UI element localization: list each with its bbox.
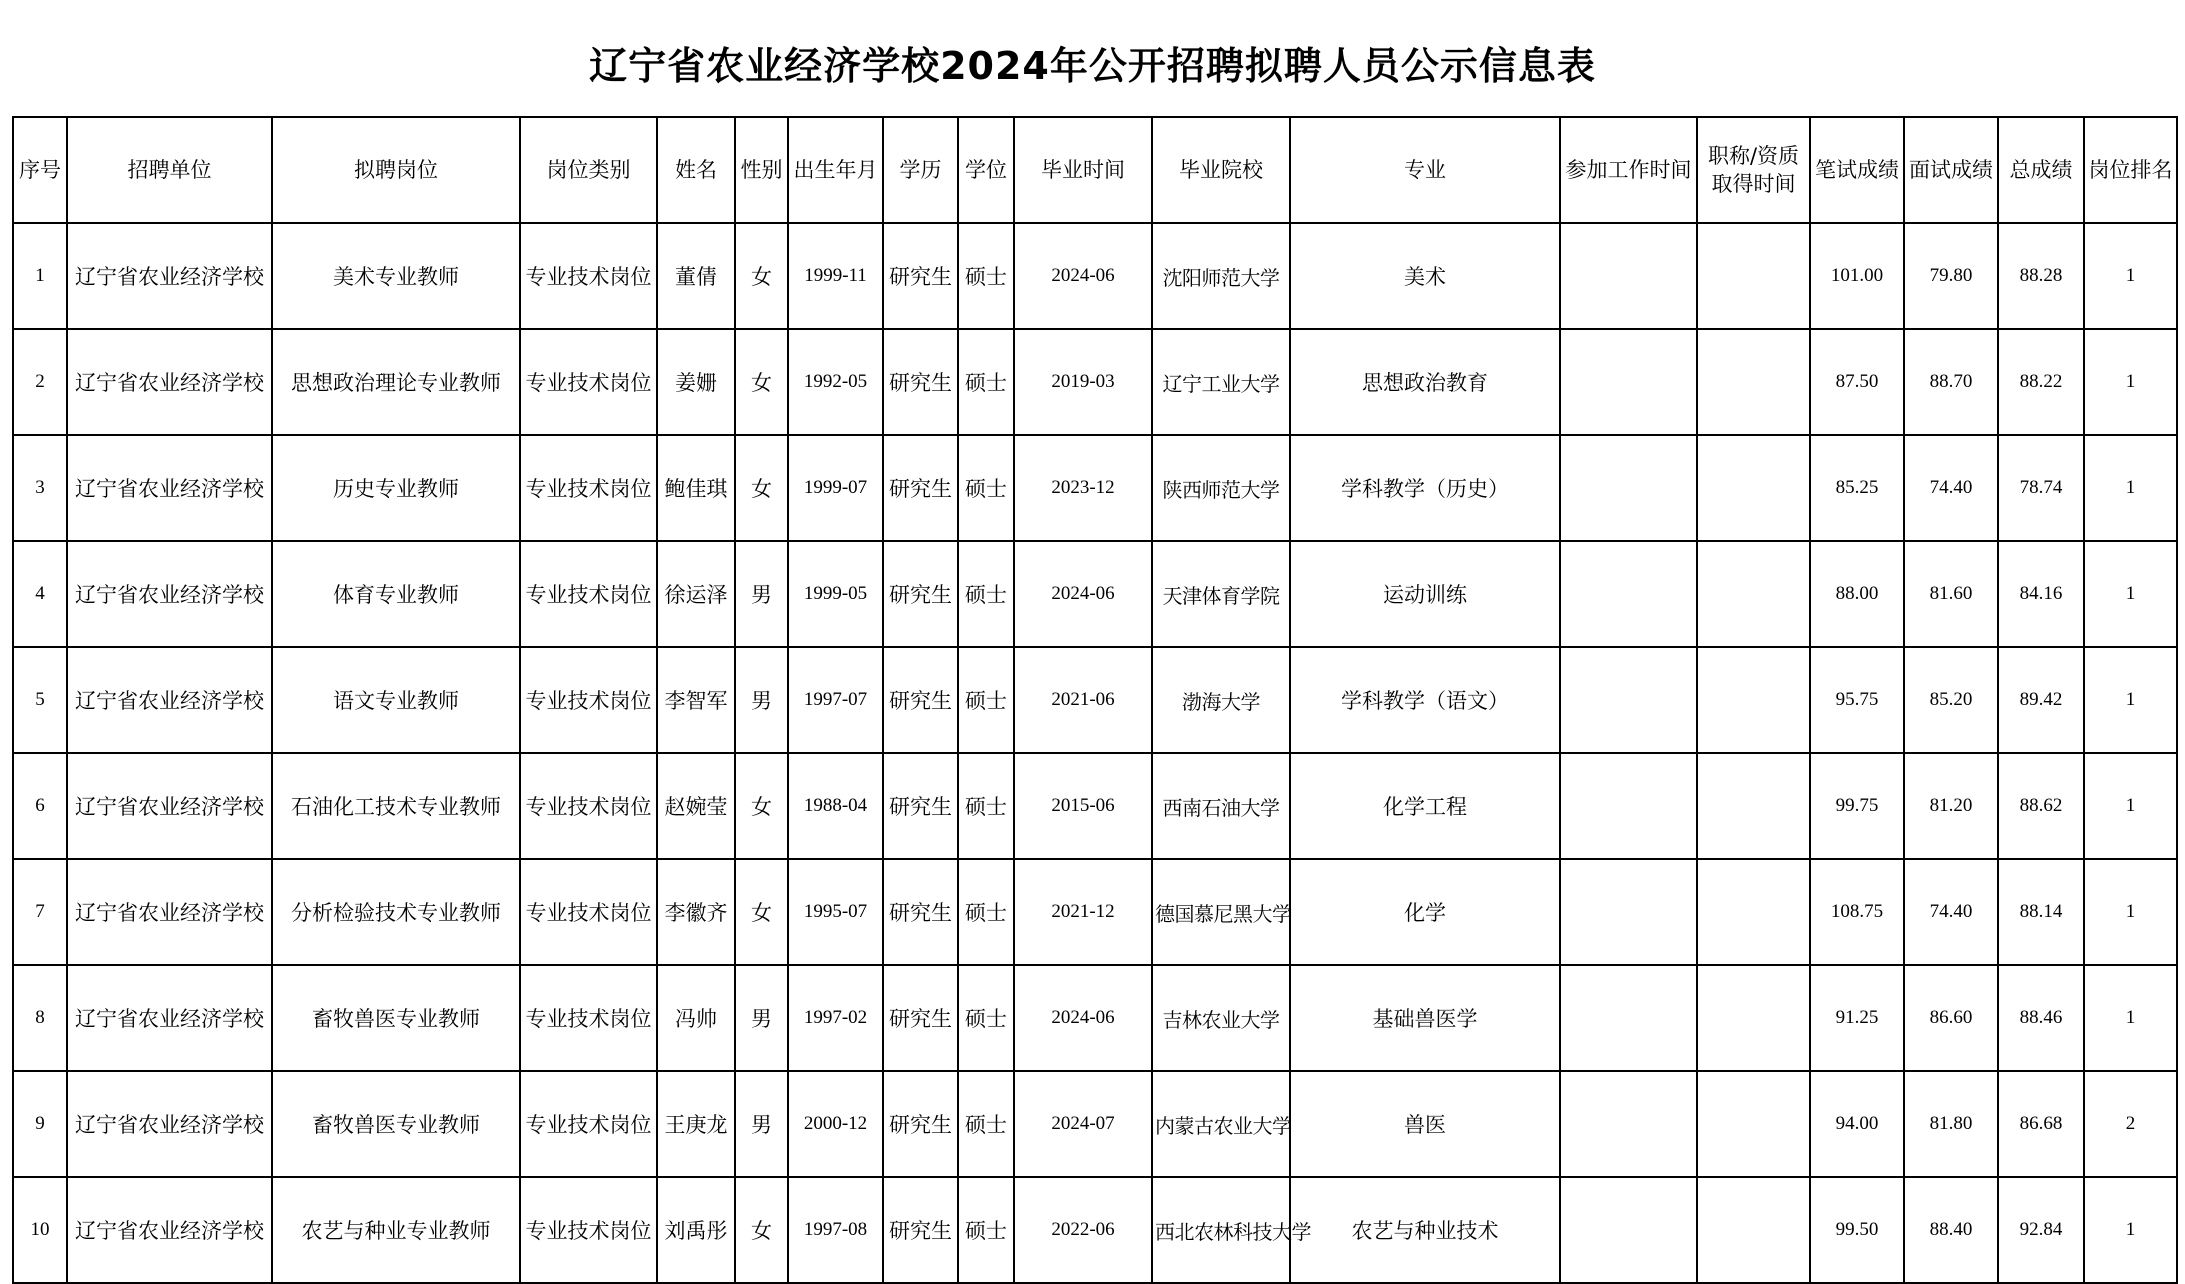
header-position: 拟聘岗位 bbox=[272, 117, 520, 223]
cell-work-start bbox=[1560, 859, 1697, 965]
cell-education: 研究生 bbox=[883, 435, 958, 541]
cell-category: 专业技术岗位 bbox=[520, 223, 657, 329]
cell-school: 吉林农业大学 bbox=[1152, 965, 1290, 1071]
cell-birth: 1992-05 bbox=[788, 329, 883, 435]
page-title: 辽宁省农业经济学校2024年公开招聘拟聘人员公示信息表 bbox=[589, 44, 1596, 88]
cell-written: 87.50 bbox=[1810, 329, 1904, 435]
header-unit: 招聘单位 bbox=[67, 117, 272, 223]
cell-seq: 10 bbox=[13, 1177, 67, 1283]
cell-total: 78.74 bbox=[1998, 435, 2084, 541]
cell-category: 专业技术岗位 bbox=[520, 965, 657, 1071]
cell-education: 研究生 bbox=[883, 223, 958, 329]
cell-written: 95.75 bbox=[1810, 647, 1904, 753]
cell-education: 研究生 bbox=[883, 1177, 958, 1283]
cell-title-time bbox=[1697, 753, 1810, 859]
cell-interview: 81.20 bbox=[1904, 753, 1998, 859]
cell-school: 陕西师范大学 bbox=[1152, 435, 1290, 541]
cell-birth: 1997-07 bbox=[788, 647, 883, 753]
cell-interview: 85.20 bbox=[1904, 647, 1998, 753]
cell-total: 89.42 bbox=[1998, 647, 2084, 753]
cell-category: 专业技术岗位 bbox=[520, 1071, 657, 1177]
cell-birth: 1999-05 bbox=[788, 541, 883, 647]
cell-degree: 硕士 bbox=[958, 753, 1014, 859]
header-title-time: 职称/资质取得时间 bbox=[1697, 117, 1810, 223]
cell-rank: 1 bbox=[2084, 1177, 2177, 1283]
cell-gender: 女 bbox=[735, 329, 788, 435]
cell-work-start bbox=[1560, 1071, 1697, 1177]
cell-education: 研究生 bbox=[883, 859, 958, 965]
cell-school: 辽宁工业大学 bbox=[1152, 329, 1290, 435]
cell-category: 专业技术岗位 bbox=[520, 329, 657, 435]
cell-degree: 硕士 bbox=[958, 541, 1014, 647]
cell-position: 美术专业教师 bbox=[272, 223, 520, 329]
cell-major: 学科教学（历史） bbox=[1290, 435, 1560, 541]
cell-birth: 1995-07 bbox=[788, 859, 883, 965]
cell-written: 99.75 bbox=[1810, 753, 1904, 859]
cell-work-start bbox=[1560, 1177, 1697, 1283]
cell-name: 冯帅 bbox=[657, 965, 735, 1071]
cell-written: 91.25 bbox=[1810, 965, 1904, 1071]
cell-seq: 4 bbox=[13, 541, 67, 647]
table-row bbox=[13, 859, 2177, 965]
cell-major: 运动训练 bbox=[1290, 541, 1560, 647]
header-major: 专业 bbox=[1290, 117, 1560, 223]
cell-degree: 硕士 bbox=[958, 223, 1014, 329]
cell-interview: 86.60 bbox=[1904, 965, 1998, 1071]
cell-name: 李徽齐 bbox=[657, 859, 735, 965]
cell-total: 88.14 bbox=[1998, 859, 2084, 965]
cell-grad-time: 2021-12 bbox=[1014, 859, 1152, 965]
cell-title-time bbox=[1697, 223, 1810, 329]
cell-unit: 辽宁省农业经济学校 bbox=[67, 223, 272, 329]
table-row bbox=[13, 435, 2177, 541]
cell-written: 94.00 bbox=[1810, 1071, 1904, 1177]
cell-rank: 2 bbox=[2084, 1071, 2177, 1177]
cell-interview: 88.40 bbox=[1904, 1177, 1998, 1283]
cell-degree: 硕士 bbox=[958, 329, 1014, 435]
cell-birth: 1999-07 bbox=[788, 435, 883, 541]
cell-position: 畜牧兽医专业教师 bbox=[272, 965, 520, 1071]
cell-school: 西南石油大学 bbox=[1152, 753, 1290, 859]
cell-rank: 1 bbox=[2084, 965, 2177, 1071]
cell-gender: 男 bbox=[735, 965, 788, 1071]
cell-title-time bbox=[1697, 965, 1810, 1071]
cell-category: 专业技术岗位 bbox=[520, 435, 657, 541]
cell-school: 德国慕尼黑大学 bbox=[1152, 859, 1290, 965]
cell-rank: 1 bbox=[2084, 435, 2177, 541]
cell-unit: 辽宁省农业经济学校 bbox=[67, 965, 272, 1071]
cell-education: 研究生 bbox=[883, 753, 958, 859]
cell-total: 88.28 bbox=[1998, 223, 2084, 329]
cell-seq: 1 bbox=[13, 223, 67, 329]
cell-seq: 6 bbox=[13, 753, 67, 859]
header-total: 总成绩 bbox=[1998, 117, 2084, 223]
cell-major: 美术 bbox=[1290, 223, 1560, 329]
recruitment-table bbox=[12, 116, 2178, 1284]
table-row bbox=[13, 329, 2177, 435]
cell-seq: 3 bbox=[13, 435, 67, 541]
cell-grad-time: 2024-06 bbox=[1014, 965, 1152, 1071]
header-seq: 序号 bbox=[13, 117, 67, 223]
cell-school: 渤海大学 bbox=[1152, 647, 1290, 753]
cell-interview: 74.40 bbox=[1904, 859, 1998, 965]
cell-name: 李智军 bbox=[657, 647, 735, 753]
cell-unit: 辽宁省农业经济学校 bbox=[67, 1071, 272, 1177]
cell-title-time bbox=[1697, 435, 1810, 541]
cell-name: 鲍佳琪 bbox=[657, 435, 735, 541]
cell-major: 基础兽医学 bbox=[1290, 965, 1560, 1071]
cell-unit: 辽宁省农业经济学校 bbox=[67, 753, 272, 859]
cell-category: 专业技术岗位 bbox=[520, 1177, 657, 1283]
cell-gender: 女 bbox=[735, 223, 788, 329]
cell-school: 西北农林科技大学 bbox=[1152, 1177, 1290, 1283]
cell-unit: 辽宁省农业经济学校 bbox=[67, 329, 272, 435]
cell-position: 历史专业教师 bbox=[272, 435, 520, 541]
table-row bbox=[13, 223, 2177, 329]
cell-name: 王庚龙 bbox=[657, 1071, 735, 1177]
cell-education: 研究生 bbox=[883, 965, 958, 1071]
cell-education: 研究生 bbox=[883, 541, 958, 647]
cell-name: 董倩 bbox=[657, 223, 735, 329]
cell-name: 徐运泽 bbox=[657, 541, 735, 647]
cell-birth: 1999-11 bbox=[788, 223, 883, 329]
cell-work-start bbox=[1560, 435, 1697, 541]
cell-school: 沈阳师范大学 bbox=[1152, 223, 1290, 329]
cell-gender: 男 bbox=[735, 541, 788, 647]
cell-interview: 74.40 bbox=[1904, 435, 1998, 541]
cell-work-start bbox=[1560, 965, 1697, 1071]
header-written: 笔试成绩 bbox=[1810, 117, 1904, 223]
cell-position: 语文专业教师 bbox=[272, 647, 520, 753]
cell-name: 赵婉莹 bbox=[657, 753, 735, 859]
cell-position: 分析检验技术专业教师 bbox=[272, 859, 520, 965]
cell-grad-time: 2024-07 bbox=[1014, 1071, 1152, 1177]
cell-interview: 88.70 bbox=[1904, 329, 1998, 435]
cell-title-time bbox=[1697, 647, 1810, 753]
cell-category: 专业技术岗位 bbox=[520, 647, 657, 753]
cell-education: 研究生 bbox=[883, 1071, 958, 1177]
cell-degree: 硕士 bbox=[958, 647, 1014, 753]
cell-work-start bbox=[1560, 329, 1697, 435]
cell-major: 化学工程 bbox=[1290, 753, 1560, 859]
cell-title-time bbox=[1697, 859, 1810, 965]
cell-unit: 辽宁省农业经济学校 bbox=[67, 859, 272, 965]
cell-work-start bbox=[1560, 647, 1697, 753]
cell-degree: 硕士 bbox=[958, 1177, 1014, 1283]
cell-grad-time: 2021-06 bbox=[1014, 647, 1152, 753]
cell-school: 内蒙古农业大学 bbox=[1152, 1071, 1290, 1177]
cell-interview: 81.60 bbox=[1904, 541, 1998, 647]
cell-major: 学科教学（语文） bbox=[1290, 647, 1560, 753]
cell-gender: 男 bbox=[735, 1071, 788, 1177]
header-name: 姓名 bbox=[657, 117, 735, 223]
cell-rank: 1 bbox=[2084, 859, 2177, 965]
cell-grad-time: 2024-06 bbox=[1014, 223, 1152, 329]
cell-total: 84.16 bbox=[1998, 541, 2084, 647]
cell-seq: 5 bbox=[13, 647, 67, 753]
cell-rank: 1 bbox=[2084, 329, 2177, 435]
cell-major: 农艺与种业技术 bbox=[1290, 1177, 1560, 1283]
cell-name: 刘禹彤 bbox=[657, 1177, 735, 1283]
cell-unit: 辽宁省农业经济学校 bbox=[67, 647, 272, 753]
cell-interview: 79.80 bbox=[1904, 223, 1998, 329]
cell-rank: 1 bbox=[2084, 647, 2177, 753]
cell-rank: 1 bbox=[2084, 753, 2177, 859]
cell-total: 88.22 bbox=[1998, 329, 2084, 435]
cell-birth: 1997-02 bbox=[788, 965, 883, 1071]
cell-school: 天津体育学院 bbox=[1152, 541, 1290, 647]
table-row bbox=[13, 753, 2177, 859]
cell-major: 思想政治教育 bbox=[1290, 329, 1560, 435]
cell-education: 研究生 bbox=[883, 329, 958, 435]
header-education: 学历 bbox=[883, 117, 958, 223]
cell-birth: 1997-08 bbox=[788, 1177, 883, 1283]
cell-grad-time: 2015-06 bbox=[1014, 753, 1152, 859]
cell-birth: 1988-04 bbox=[788, 753, 883, 859]
cell-title-time bbox=[1697, 1177, 1810, 1283]
cell-written: 99.50 bbox=[1810, 1177, 1904, 1283]
table-body bbox=[13, 223, 2177, 1283]
cell-grad-time: 2024-06 bbox=[1014, 541, 1152, 647]
table-row bbox=[13, 1071, 2177, 1177]
cell-title-time bbox=[1697, 1071, 1810, 1177]
cell-category: 专业技术岗位 bbox=[520, 753, 657, 859]
table-row bbox=[13, 1177, 2177, 1283]
cell-rank: 1 bbox=[2084, 223, 2177, 329]
cell-birth: 2000-12 bbox=[788, 1071, 883, 1177]
table-row bbox=[13, 647, 2177, 753]
cell-written: 85.25 bbox=[1810, 435, 1904, 541]
header-school: 毕业院校 bbox=[1152, 117, 1290, 223]
cell-category: 专业技术岗位 bbox=[520, 541, 657, 647]
cell-unit: 辽宁省农业经济学校 bbox=[67, 1177, 272, 1283]
cell-work-start bbox=[1560, 753, 1697, 859]
header-interview: 面试成绩 bbox=[1904, 117, 1998, 223]
cell-unit: 辽宁省农业经济学校 bbox=[67, 541, 272, 647]
table-row bbox=[13, 965, 2177, 1071]
header-degree: 学位 bbox=[958, 117, 1014, 223]
cell-position: 石油化工技术专业教师 bbox=[272, 753, 520, 859]
cell-position: 畜牧兽医专业教师 bbox=[272, 1071, 520, 1177]
cell-written: 108.75 bbox=[1810, 859, 1904, 965]
cell-gender: 男 bbox=[735, 647, 788, 753]
header-work-start: 参加工作时间 bbox=[1560, 117, 1697, 223]
cell-grad-time: 2022-06 bbox=[1014, 1177, 1152, 1283]
cell-grad-time: 2019-03 bbox=[1014, 329, 1152, 435]
cell-major: 化学 bbox=[1290, 859, 1560, 965]
cell-education: 研究生 bbox=[883, 647, 958, 753]
cell-category: 专业技术岗位 bbox=[520, 859, 657, 965]
cell-interview: 81.80 bbox=[1904, 1071, 1998, 1177]
cell-title-time bbox=[1697, 329, 1810, 435]
cell-total: 88.62 bbox=[1998, 753, 2084, 859]
cell-written: 101.00 bbox=[1810, 223, 1904, 329]
cell-written: 88.00 bbox=[1810, 541, 1904, 647]
cell-seq: 2 bbox=[13, 329, 67, 435]
cell-title-time bbox=[1697, 541, 1810, 647]
cell-rank: 1 bbox=[2084, 541, 2177, 647]
cell-total: 92.84 bbox=[1998, 1177, 2084, 1283]
cell-position: 体育专业教师 bbox=[272, 541, 520, 647]
header-gender: 性别 bbox=[735, 117, 788, 223]
cell-name: 姜姗 bbox=[657, 329, 735, 435]
cell-seq: 9 bbox=[13, 1071, 67, 1177]
cell-major: 兽医 bbox=[1290, 1071, 1560, 1177]
cell-seq: 8 bbox=[13, 965, 67, 1071]
cell-position: 农艺与种业专业教师 bbox=[272, 1177, 520, 1283]
header-category: 岗位类别 bbox=[520, 117, 657, 223]
cell-degree: 硕士 bbox=[958, 965, 1014, 1071]
table-row bbox=[13, 541, 2177, 647]
header-grad-time: 毕业时间 bbox=[1014, 117, 1152, 223]
cell-gender: 女 bbox=[735, 1177, 788, 1283]
cell-unit: 辽宁省农业经济学校 bbox=[67, 435, 272, 541]
cell-total: 86.68 bbox=[1998, 1071, 2084, 1177]
cell-total: 88.46 bbox=[1998, 965, 2084, 1071]
cell-degree: 硕士 bbox=[958, 1071, 1014, 1177]
cell-degree: 硕士 bbox=[958, 435, 1014, 541]
cell-gender: 女 bbox=[735, 435, 788, 541]
cell-grad-time: 2023-12 bbox=[1014, 435, 1152, 541]
cell-degree: 硕士 bbox=[958, 859, 1014, 965]
cell-work-start bbox=[1560, 223, 1697, 329]
cell-gender: 女 bbox=[735, 753, 788, 859]
cell-position: 思想政治理论专业教师 bbox=[272, 329, 520, 435]
cell-gender: 女 bbox=[735, 859, 788, 965]
header-row bbox=[13, 117, 2177, 223]
cell-seq: 7 bbox=[13, 859, 67, 965]
header-birth: 出生年月 bbox=[788, 117, 883, 223]
header-rank: 岗位排名 bbox=[2084, 117, 2177, 223]
cell-work-start bbox=[1560, 541, 1697, 647]
